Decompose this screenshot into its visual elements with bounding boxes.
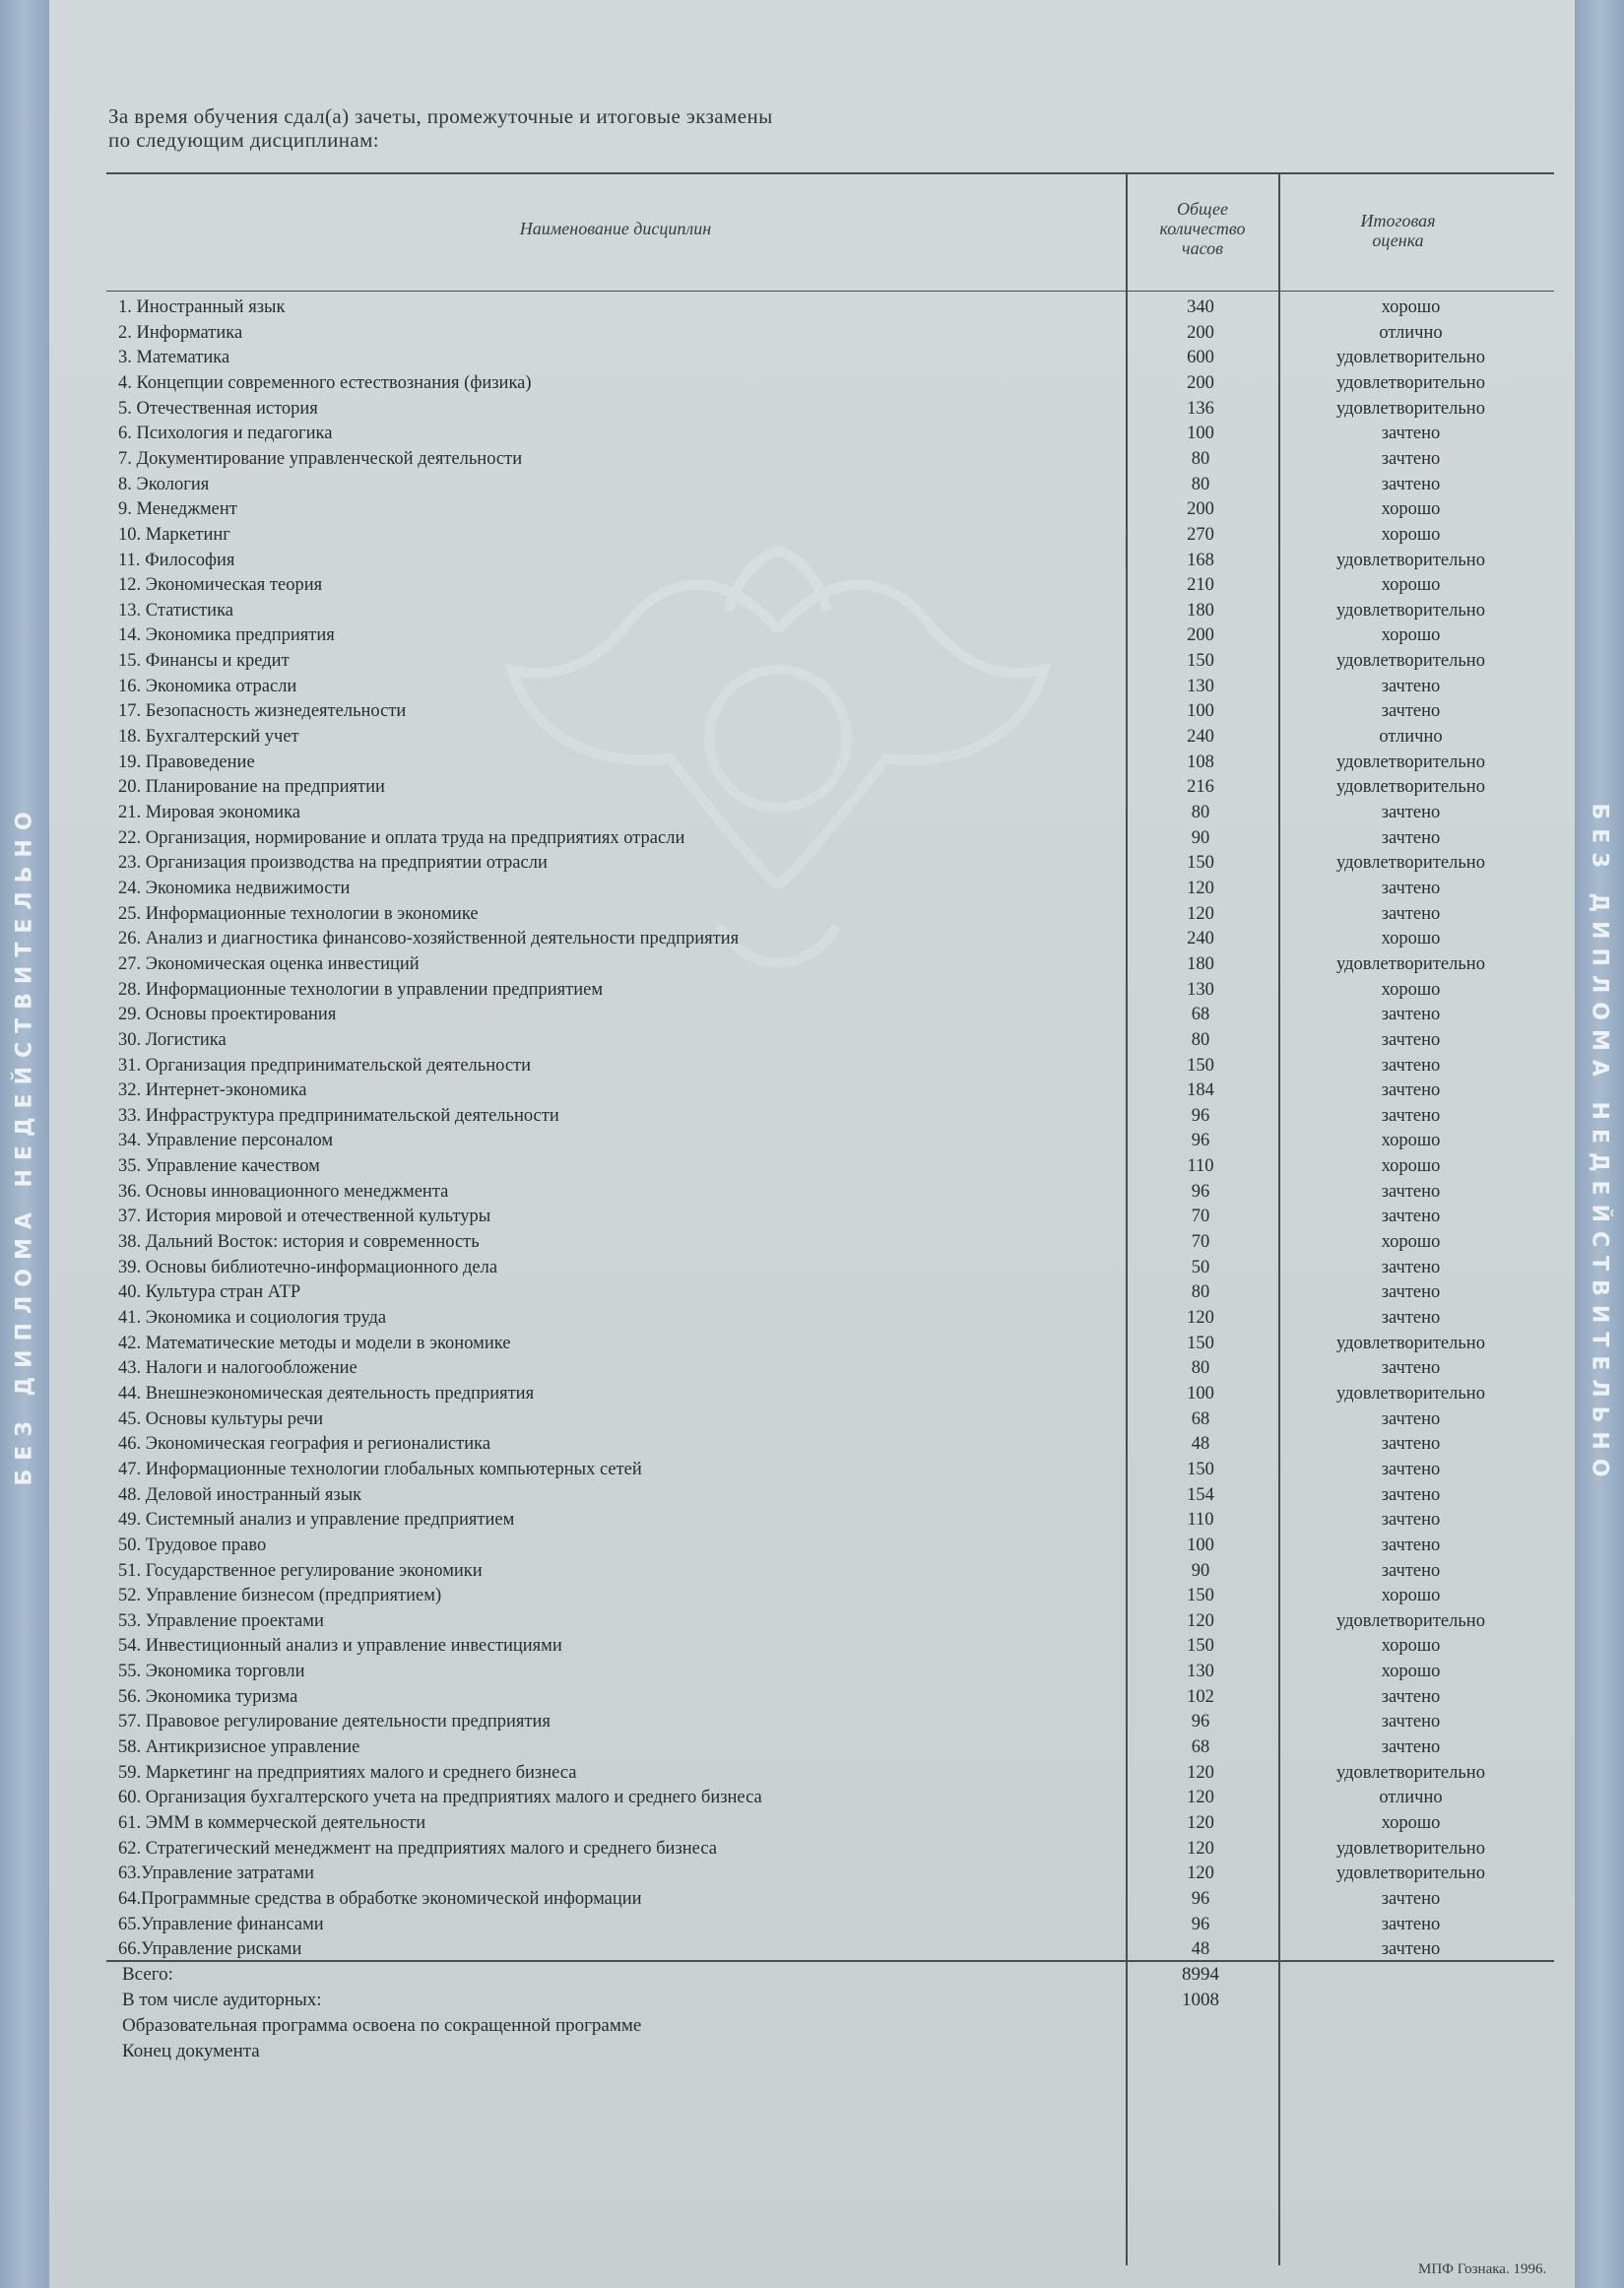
discipline-hours: 150	[1187, 1459, 1214, 1479]
end-of-document-note: Конец документа	[122, 2041, 260, 2061]
discipline-grade: зачтено	[1381, 1257, 1441, 1277]
program-note: Образовательная программа освоена по сокращенной программе	[122, 2015, 642, 2036]
table-row	[0, 1407, 1576, 1433]
discipline-hours: 50	[1191, 1257, 1210, 1277]
discipline-name: 17. Безопасность жизнедеятельности	[118, 701, 407, 722]
table-row	[0, 623, 1576, 649]
discipline-name: 21. Мировая экономика	[118, 803, 300, 822]
table-row	[0, 523, 1576, 549]
discipline-hours: 102	[1187, 1686, 1214, 1707]
discipline-hours: 90	[1191, 827, 1210, 848]
discipline-hours: 120	[1187, 1610, 1214, 1631]
table-row	[0, 1710, 1576, 1735]
discipline-hours: 150	[1187, 1333, 1214, 1353]
discipline-hours: 150	[1187, 1055, 1214, 1076]
discipline-name: 66.Управление рисками	[118, 1939, 302, 1960]
discipline-name: 16. Экономика отрасли	[118, 676, 297, 696]
discipline-grade: удовлетворительно	[1336, 1610, 1485, 1631]
discipline-name: 10. Маркетинг	[118, 524, 230, 545]
discipline-hours: 120	[1187, 903, 1214, 924]
discipline-grade: хорошо	[1381, 929, 1441, 949]
table-row	[0, 473, 1576, 498]
discipline-grade: удовлетворительно	[1336, 1762, 1485, 1783]
discipline-grade: хорошо	[1381, 575, 1441, 596]
discipline-grade: удовлетворительно	[1336, 398, 1485, 419]
table-row	[0, 1280, 1576, 1306]
discipline-name: 39. Основы библиотечно-информационного дела	[118, 1257, 498, 1277]
discipline-hours: 130	[1187, 979, 1214, 1000]
table-row	[0, 649, 1576, 675]
discipline-hours: 70	[1191, 1207, 1210, 1227]
discipline-hours: 270	[1187, 524, 1214, 545]
discipline-grade: хорошо	[1381, 1156, 1441, 1177]
table-row	[0, 1432, 1576, 1458]
table-row	[0, 1230, 1576, 1256]
discipline-name: 9. Менеджмент	[118, 499, 237, 520]
discipline-hours: 130	[1187, 676, 1214, 696]
discipline-hours: 168	[1187, 550, 1214, 570]
discipline-name: 63.Управление затратами	[118, 1863, 314, 1884]
discipline-hours: 48	[1191, 1939, 1210, 1960]
discipline-grade: хорошо	[1381, 625, 1441, 646]
discipline-grade: хорошо	[1381, 1813, 1441, 1833]
total-label: Всего:	[122, 1964, 173, 1985]
discipline-hours: 90	[1191, 1560, 1210, 1581]
discipline-name: 48. Деловой иностранный язык	[118, 1484, 362, 1505]
table-row	[0, 397, 1576, 423]
table-row	[0, 1685, 1576, 1711]
discipline-hours: 110	[1187, 1156, 1214, 1177]
discipline-grade: зачтено	[1381, 1358, 1441, 1379]
discipline-name: 28. Информационные технологии в управлении предприятием	[118, 979, 604, 1000]
discipline-hours: 150	[1187, 1636, 1214, 1657]
discipline-hours: 240	[1187, 727, 1214, 748]
discipline-grade: зачтено	[1381, 1737, 1441, 1758]
discipline-hours: 210	[1187, 575, 1214, 596]
discipline-grade: зачтено	[1381, 701, 1441, 722]
discipline-hours: 68	[1191, 1005, 1210, 1025]
discipline-name: 12. Экономическая теория	[118, 575, 323, 596]
discipline-hours: 136	[1187, 398, 1214, 419]
discipline-name: 56. Экономика туризма	[118, 1686, 298, 1707]
discipline-name: 40. Культура стран АТР	[118, 1282, 301, 1303]
discipline-hours: 180	[1187, 600, 1214, 621]
discipline-name: 23. Организация производства на предприятии отрасли	[118, 853, 548, 874]
discipline-name: 65.Управление финансами	[118, 1914, 324, 1934]
discipline-name: 1. Иностранный язык	[118, 297, 286, 317]
discipline-grade: удовлетворительно	[1336, 853, 1485, 874]
discipline-grade: удовлетворительно	[1336, 953, 1485, 974]
discipline-name: 52. Управление бизнесом (предприятием)	[118, 1586, 442, 1606]
discipline-grade: зачтено	[1381, 424, 1441, 444]
discipline-hours: 120	[1187, 1788, 1214, 1808]
discipline-hours: 68	[1191, 1737, 1210, 1758]
table-row	[0, 1584, 1576, 1609]
table-row	[0, 1837, 1576, 1863]
discipline-hours: 100	[1187, 1383, 1214, 1404]
discipline-grade: зачтено	[1381, 1055, 1441, 1076]
discipline-name: 44. Внешнеэкономическая деятельность предприятия	[118, 1383, 535, 1404]
discipline-name: 2. Информатика	[118, 322, 243, 343]
discipline-grade: зачтено	[1381, 827, 1441, 848]
discipline-name: 7. Документирование управленческой деятельности	[118, 448, 523, 469]
heading-line-2: по следующим дисциплинам:	[108, 128, 380, 152]
discipline-grade: зачтено	[1381, 1484, 1441, 1505]
grade-header-line-2: оценка	[1372, 230, 1424, 250]
discipline-hours: 80	[1191, 474, 1210, 494]
discipline-grade: хорошо	[1381, 1662, 1441, 1682]
discipline-grade: зачтено	[1381, 1434, 1441, 1455]
discipline-grade: удовлетворительно	[1336, 651, 1485, 672]
discipline-hours: 80	[1191, 1358, 1210, 1379]
discipline-grade: хорошо	[1381, 499, 1441, 520]
table-row	[0, 1003, 1576, 1028]
discipline-name: 19. Правоведение	[118, 752, 255, 772]
table-row	[0, 1382, 1576, 1407]
table-row	[0, 1660, 1576, 1685]
discipline-hours: 96	[1191, 1131, 1210, 1151]
table-top-rule	[106, 172, 1554, 174]
table-row	[0, 1735, 1576, 1761]
table-row	[0, 1811, 1576, 1837]
table-row	[0, 1483, 1576, 1509]
table-row	[0, 1180, 1576, 1206]
heading-line-1: За время обучения сдал(а) зачеты, промежуточные и итоговые экзамены	[108, 104, 773, 128]
discipline-name: 46. Экономическая география и регионалистика	[118, 1434, 491, 1455]
discipline-grade: зачтено	[1381, 1535, 1441, 1555]
discipline-name: 22. Организация, нормирование и оплата труда на предприятиях отрасли	[118, 827, 685, 848]
discipline-name: 57. Правовое регулирование деятельности предприятия	[118, 1712, 551, 1732]
table-row	[0, 1256, 1576, 1281]
table-row	[0, 573, 1576, 599]
discipline-grade: хорошо	[1381, 524, 1441, 545]
right-stripe-text: БЕЗ ДИПЛОМА НЕДЕЙСТВИТЕЛЬНО	[1587, 802, 1612, 1486]
discipline-grade: удовлетворительно	[1336, 348, 1485, 368]
table-row	[0, 725, 1576, 751]
discipline-grade: удовлетворительно	[1336, 777, 1485, 798]
column-header-hours	[1129, 199, 1276, 258]
discipline-name: 47. Информационные технологии глобальных компьютерных сетей	[118, 1459, 642, 1479]
discipline-grade: хорошо	[1381, 1232, 1441, 1253]
discipline-grade: зачтено	[1381, 1560, 1441, 1581]
table-row	[0, 1786, 1576, 1811]
discipline-hours: 80	[1191, 1282, 1210, 1303]
discipline-grade: зачтено	[1381, 1282, 1441, 1303]
discipline-name: 31. Организация предпринимательской деятельности	[118, 1055, 532, 1076]
discipline-hours: 340	[1187, 297, 1214, 317]
discipline-grade: зачтено	[1381, 1510, 1441, 1531]
discipline-hours: 180	[1187, 953, 1214, 974]
table-row	[0, 422, 1576, 447]
discipline-hours: 200	[1187, 322, 1214, 343]
right-security-stripe	[1575, 0, 1624, 2288]
table-row	[0, 1129, 1576, 1154]
discipline-grade: удовлетворительно	[1336, 1838, 1485, 1859]
table-row	[0, 321, 1576, 347]
table-row	[0, 1356, 1576, 1382]
table-row	[0, 1559, 1576, 1585]
discipline-grade: зачтено	[1381, 1939, 1441, 1960]
printer-imprint: МПФ Гознака. 1996.	[1418, 2261, 1547, 2277]
table-row	[0, 699, 1576, 725]
discipline-name: 54. Инвестиционный анализ и управление инвестициями	[118, 1636, 562, 1657]
discipline-name: 53. Управление проектами	[118, 1610, 324, 1631]
discipline-name: 37. История мировой и отечественной культуры	[118, 1207, 491, 1227]
discipline-grade: зачтено	[1381, 474, 1441, 494]
auditorium-hours-value: 1008	[1182, 1990, 1219, 2010]
discipline-name: 13. Статистика	[118, 600, 233, 621]
table-row	[0, 1887, 1576, 1913]
discipline-grade: удовлетворительно	[1336, 1383, 1485, 1404]
discipline-grade: зачтено	[1381, 1914, 1441, 1934]
discipline-hours: 216	[1187, 777, 1214, 798]
table-row	[0, 599, 1576, 624]
discipline-name: 55. Экономика торговли	[118, 1662, 305, 1682]
discipline-name: 64.Программные средства в обработке экономической информации	[118, 1888, 642, 1909]
left-stripe-text: БЕЗ ДИПЛОМА НЕДЕЙСТВИТЕЛЬНО	[12, 802, 37, 1486]
discipline-name: 60. Организация бухгалтерского учета на предприятиях малого и среднего бизнеса	[118, 1788, 762, 1808]
discipline-hours: 100	[1187, 424, 1214, 444]
table-row	[0, 1332, 1576, 1357]
table-row	[0, 775, 1576, 801]
discipline-hours: 100	[1187, 1535, 1214, 1555]
discipline-name: 43. Налоги и налогообложение	[118, 1358, 357, 1379]
discipline-grade: зачтено	[1381, 1459, 1441, 1479]
grade-header-line-1: Итоговая	[1360, 211, 1436, 230]
discipline-name: 4. Концепции современного естествознания (физика)	[118, 372, 532, 393]
table-row	[0, 801, 1576, 826]
discipline-name: 25. Информационные технологии в экономике	[118, 903, 479, 924]
discipline-hours: 100	[1187, 701, 1214, 722]
discipline-hours: 110	[1187, 1510, 1214, 1531]
table-row	[0, 447, 1576, 473]
auditorium-label: В том числе аудиторных:	[122, 1990, 322, 2010]
discipline-hours: 80	[1191, 448, 1210, 469]
discipline-grade: зачтено	[1381, 1080, 1441, 1101]
table-row	[0, 1913, 1576, 1938]
discipline-hours: 120	[1187, 1838, 1214, 1859]
discipline-grade: удовлетворительно	[1336, 600, 1485, 621]
table-row	[0, 371, 1576, 397]
table-row	[0, 1306, 1576, 1332]
discipline-name: 62. Стратегический менеджмент на предприятиях малого и среднего бизнеса	[118, 1838, 717, 1859]
table-row	[0, 497, 1576, 523]
discipline-name: 50. Трудовое право	[118, 1535, 267, 1555]
table-row	[0, 1028, 1576, 1054]
discipline-name: 34. Управление персоналом	[118, 1131, 334, 1151]
discipline-hours: 96	[1191, 1105, 1210, 1126]
discipline-grade: отлично	[1379, 727, 1443, 748]
discipline-hours: 68	[1191, 1408, 1210, 1429]
discipline-grade: хорошо	[1381, 297, 1441, 317]
column-header-grade	[1282, 211, 1514, 250]
discipline-hours: 184	[1187, 1080, 1214, 1101]
discipline-name: 41. Экономика и социология труда	[118, 1308, 387, 1328]
discipline-hours: 96	[1191, 1914, 1210, 1934]
table-row	[0, 675, 1576, 700]
table-row	[0, 851, 1576, 877]
discipline-name: 30. Логистика	[118, 1029, 227, 1050]
discipline-hours: 120	[1187, 1863, 1214, 1884]
discipline-name: 49. Системный анализ и управление предприятием	[118, 1510, 515, 1531]
discipline-name: 35. Управление качеством	[118, 1156, 320, 1177]
discipline-grade: удовлетворительно	[1336, 550, 1485, 570]
discipline-grade: зачтено	[1381, 1105, 1441, 1126]
table-row	[0, 902, 1576, 928]
table-row	[0, 1458, 1576, 1483]
discipline-hours: 80	[1191, 803, 1210, 822]
hours-header-line-3: часов	[1182, 238, 1223, 258]
discipline-grade: удовлетворительно	[1336, 372, 1485, 393]
discipline-grade: зачтено	[1381, 1712, 1441, 1732]
discipline-name: 27. Экономическая оценка инвестиций	[118, 953, 420, 974]
table-row	[0, 295, 1576, 321]
discipline-name: 24. Экономика недвижимости	[118, 878, 351, 898]
discipline-name: 20. Планирование на предприятии	[118, 777, 385, 798]
discipline-grade: хорошо	[1381, 979, 1441, 1000]
table-row	[0, 751, 1576, 776]
discipline-hours: 96	[1191, 1712, 1210, 1732]
discipline-hours: 108	[1187, 752, 1214, 772]
discipline-grade: зачтено	[1381, 1308, 1441, 1328]
table-row	[0, 1761, 1576, 1787]
discipline-name: 38. Дальний Восток: история и современность	[118, 1232, 480, 1253]
table-row	[0, 1609, 1576, 1635]
table-row	[0, 1054, 1576, 1079]
table-row	[0, 1079, 1576, 1104]
discipline-grade: хорошо	[1381, 1586, 1441, 1606]
discipline-name: 3. Математика	[118, 348, 230, 368]
discipline-hours: 120	[1187, 1762, 1214, 1783]
discipline-grade: хорошо	[1381, 1131, 1441, 1151]
discipline-hours: 200	[1187, 625, 1214, 646]
hours-header-line-1: Общее	[1176, 199, 1229, 219]
total-hours-value: 8994	[1182, 1964, 1219, 1985]
table-row	[0, 1534, 1576, 1559]
discipline-name: 26. Анализ и диагностика финансово-хозяйственной деятельности предприятия	[118, 929, 740, 949]
discipline-name: 33. Инфраструктура предпринимательской деятельности	[118, 1105, 559, 1126]
document-heading	[108, 104, 1093, 152]
discipline-name: 45. Основы культуры речи	[118, 1408, 323, 1429]
table-row	[0, 927, 1576, 952]
discipline-hours: 240	[1187, 929, 1214, 949]
discipline-grade: зачтено	[1381, 448, 1441, 469]
discipline-grade: отлично	[1379, 322, 1443, 343]
discipline-name: 11. Философия	[118, 550, 235, 570]
discipline-name: 42. Математические методы и модели в экономике	[118, 1333, 511, 1353]
discipline-grade: зачтено	[1381, 676, 1441, 696]
discipline-hours: 120	[1187, 878, 1214, 898]
hours-header-line-2: количество	[1159, 219, 1246, 238]
table-row	[0, 1634, 1576, 1660]
discipline-name: 59. Маркетинг на предприятиях малого и среднего бизнеса	[118, 1762, 577, 1783]
discipline-grade: удовлетворительно	[1336, 1863, 1485, 1884]
discipline-hours: 96	[1191, 1181, 1210, 1202]
discipline-hours: 96	[1191, 1888, 1210, 1909]
discipline-name: 8. Экология	[118, 474, 210, 494]
table-row	[0, 1508, 1576, 1534]
discipline-hours: 120	[1187, 1308, 1214, 1328]
table-row	[0, 877, 1576, 902]
table-row	[0, 978, 1576, 1004]
table-row	[0, 1104, 1576, 1130]
discipline-hours: 120	[1187, 1813, 1214, 1833]
discipline-hours: 150	[1187, 853, 1214, 874]
discipline-name: 14. Экономика предприятия	[118, 625, 335, 646]
discipline-name: 51. Государственное регулирование экономики	[118, 1560, 483, 1581]
discipline-grade: зачтено	[1381, 803, 1441, 822]
header-bottom-rule	[106, 291, 1554, 292]
discipline-name: 32. Интернет-экономика	[118, 1080, 307, 1101]
discipline-name: 61. ЭММ в коммерческой деятельности	[118, 1813, 426, 1833]
table-row	[0, 1937, 1576, 1963]
discipline-hours: 48	[1191, 1434, 1210, 1455]
discipline-hours: 200	[1187, 499, 1214, 520]
discipline-grade: зачтено	[1381, 878, 1441, 898]
discipline-grade: отлично	[1379, 1788, 1443, 1808]
discipline-grade: зачтено	[1381, 903, 1441, 924]
table-row	[0, 952, 1576, 978]
discipline-grade: удовлетворительно	[1336, 752, 1485, 772]
discipline-name: 29. Основы проектирования	[118, 1005, 337, 1025]
table-row	[0, 1205, 1576, 1230]
discipline-grade: зачтено	[1381, 1888, 1441, 1909]
table-row	[0, 346, 1576, 371]
discipline-hours: 200	[1187, 372, 1214, 393]
discipline-hours: 70	[1191, 1232, 1210, 1253]
discipline-name: 6. Психология и педагогика	[118, 424, 333, 444]
discipline-grade: хорошо	[1381, 1636, 1441, 1657]
discipline-grade: зачтено	[1381, 1181, 1441, 1202]
table-row	[0, 1862, 1576, 1887]
discipline-hours: 150	[1187, 1586, 1214, 1606]
discipline-hours: 150	[1187, 651, 1214, 672]
discipline-hours: 600	[1187, 348, 1214, 368]
table-row	[0, 826, 1576, 852]
discipline-grade: зачтено	[1381, 1408, 1441, 1429]
table-row	[0, 1154, 1576, 1180]
discipline-grade: зачтено	[1381, 1029, 1441, 1050]
discipline-hours: 154	[1187, 1484, 1214, 1505]
discipline-grade: удовлетворительно	[1336, 1333, 1485, 1353]
discipline-grade: зачтено	[1381, 1207, 1441, 1227]
discipline-name: 15. Финансы и кредит	[118, 651, 290, 672]
discipline-name: 58. Антикризисное управление	[118, 1737, 360, 1758]
discipline-hours: 80	[1191, 1029, 1210, 1050]
column-header-name: Наименование дисциплин	[519, 219, 712, 238]
discipline-name: 18. Бухгалтерский учет	[118, 727, 299, 748]
discipline-name: 5. Отечественная история	[118, 398, 318, 419]
discipline-hours: 130	[1187, 1662, 1214, 1682]
discipline-grade: зачтено	[1381, 1005, 1441, 1025]
table-row	[0, 549, 1576, 574]
discipline-name: 36. Основы инновационного менеджмента	[118, 1181, 449, 1202]
discipline-grade: зачтено	[1381, 1686, 1441, 1707]
